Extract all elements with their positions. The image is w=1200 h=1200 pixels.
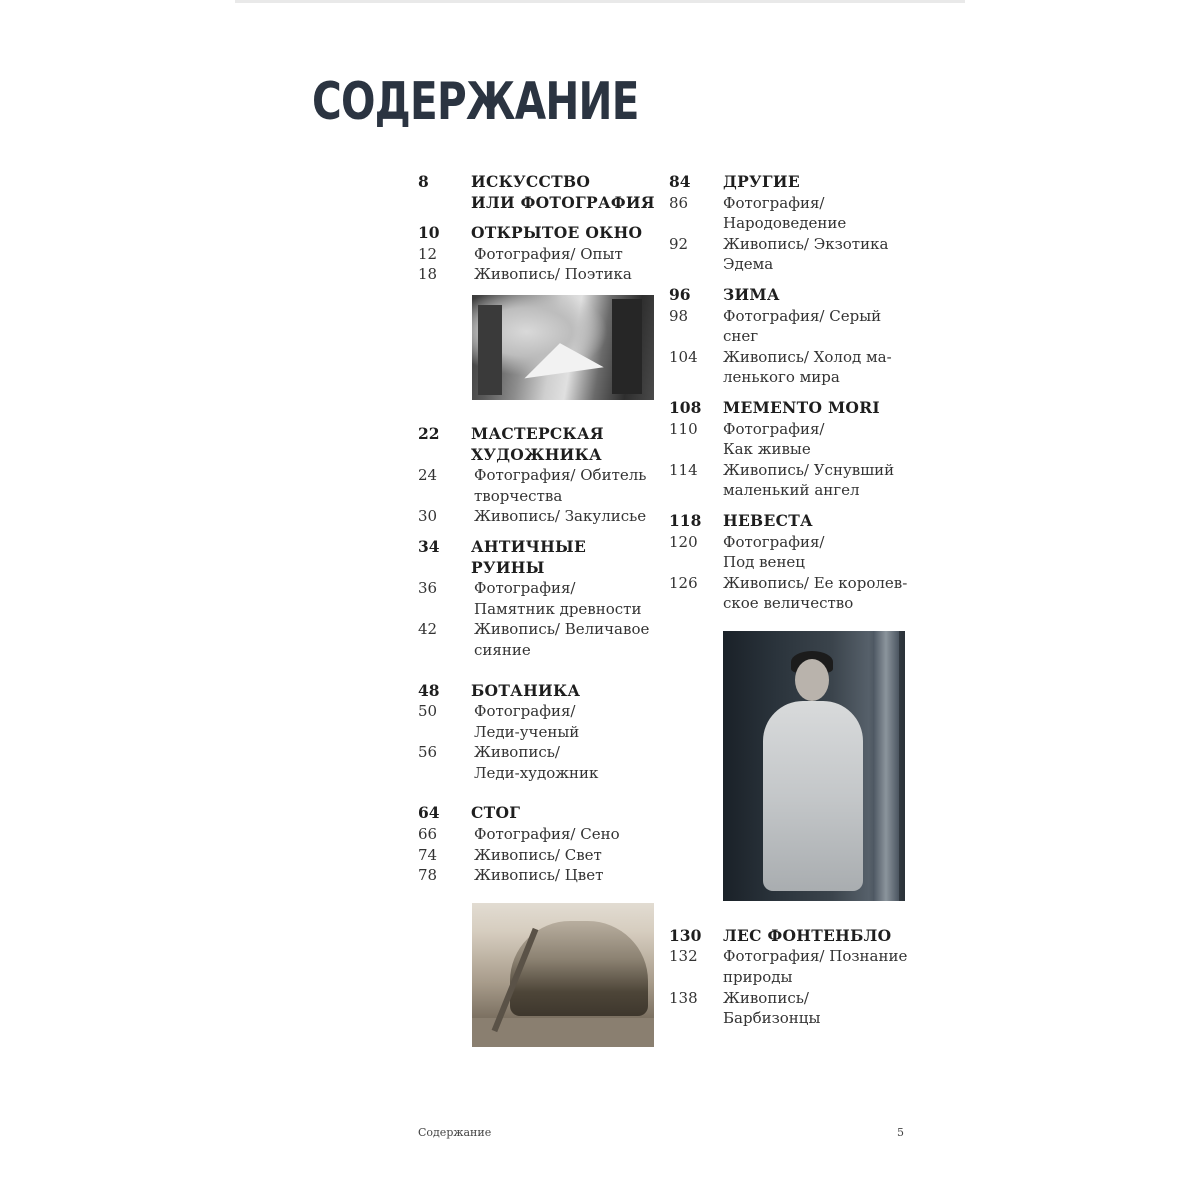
section-title: ЗИМА xyxy=(723,284,780,304)
top-rule xyxy=(235,0,965,3)
entry-title: Фотография/ Сено xyxy=(474,825,620,844)
section-page-number: 96 xyxy=(669,284,691,304)
entry-title: Фотография/ Как живые xyxy=(723,419,825,459)
entry-title: Фотография/ Обитель творчества xyxy=(474,466,647,505)
section-title: MEMENTO MORI xyxy=(723,397,880,417)
entry-page-number: 114 xyxy=(669,460,698,479)
section-page-number: 22 xyxy=(418,423,440,443)
section-page-number: 8 xyxy=(418,172,429,191)
section-heading[interactable] xyxy=(418,681,658,702)
entry-title: Фотография/ Леди-ученый xyxy=(474,702,580,741)
entry-page-number: 92 xyxy=(669,234,689,253)
toc-right-column xyxy=(669,172,909,1039)
entry-page-number: 132 xyxy=(669,947,698,966)
section-title: ЛЕС ФОНТЕНБЛО xyxy=(723,925,892,945)
haystack-photo xyxy=(472,903,654,1047)
entry-page-number: 24 xyxy=(418,466,438,485)
entry-page-number: 104 xyxy=(669,347,698,366)
section-heading[interactable] xyxy=(669,172,909,193)
entry-page-number: 18 xyxy=(418,265,438,284)
window-photo xyxy=(472,295,654,400)
section-heading[interactable] xyxy=(669,511,909,532)
section-page-number: 84 xyxy=(669,172,691,191)
toc-entry[interactable] xyxy=(669,988,909,1029)
entry-page-number: 98 xyxy=(669,306,689,325)
toc-section xyxy=(669,172,909,275)
toc-entry[interactable] xyxy=(418,865,658,886)
toc-entry[interactable] xyxy=(418,845,658,866)
section-title: СТОГ xyxy=(471,803,521,823)
toc-section xyxy=(669,511,909,614)
entry-page-number: 50 xyxy=(418,702,438,721)
entry-title: Фотография/ Памятник древности xyxy=(474,579,642,618)
toc-entry[interactable] xyxy=(669,573,909,614)
entry-title: Живопись/ Цвет xyxy=(474,866,604,885)
section-title: ДРУГИЕ xyxy=(723,172,800,191)
entry-title: Живопись/ Леди-художник xyxy=(474,743,599,782)
section-title: МАСТЕРСКАЯ ХУДОЖНИКА xyxy=(471,423,604,464)
toc-section xyxy=(669,398,909,501)
entry-title: Фотография/ Народоведение xyxy=(723,193,847,233)
toc-entry[interactable] xyxy=(418,244,658,265)
section-page-number: 34 xyxy=(418,536,440,556)
toc-entry[interactable] xyxy=(669,532,909,573)
entry-page-number: 66 xyxy=(418,825,438,844)
entry-title: Фотография/ Серый снег xyxy=(723,306,882,346)
entry-page-number: 12 xyxy=(418,244,438,263)
section-page-number: 118 xyxy=(669,510,702,530)
toc-entry[interactable] xyxy=(418,619,658,660)
toc-entry[interactable] xyxy=(418,506,658,527)
entry-page-number: 56 xyxy=(418,743,438,762)
toc-section xyxy=(418,223,658,285)
toc-entry[interactable] xyxy=(669,460,909,501)
section-heading[interactable] xyxy=(418,424,658,465)
entry-page-number: 74 xyxy=(418,845,438,864)
section-title: БОТАНИКА xyxy=(471,680,581,700)
toc-entry[interactable] xyxy=(418,465,658,506)
page-title: СОДЕРЖАНИЕ xyxy=(312,72,639,132)
section-title: АНТИЧНЫЕ РУИНЫ xyxy=(471,536,587,577)
section-page-number: 130 xyxy=(669,925,702,945)
entry-title: Живопись/ Величавое сияние xyxy=(474,620,650,659)
entry-title: Живопись/ Закулисье xyxy=(474,507,647,526)
toc-section xyxy=(418,424,658,527)
entry-title: Живопись/ Уснувший маленький ангел xyxy=(723,460,895,500)
section-page-number: 10 xyxy=(418,223,440,243)
section-title: НЕВЕСТА xyxy=(723,510,813,530)
running-footer: Содержание xyxy=(418,1126,492,1139)
bride-photo xyxy=(723,631,905,901)
section-page-number: 108 xyxy=(669,397,702,417)
entry-page-number: 36 xyxy=(418,579,438,598)
section-heading[interactable] xyxy=(418,223,658,244)
toc-section xyxy=(418,681,658,784)
entry-page-number: 120 xyxy=(669,532,698,551)
entry-page-number: 42 xyxy=(418,620,438,639)
entry-title: Живопись/ Поэтика xyxy=(474,265,632,284)
toc-entry[interactable] xyxy=(669,419,909,460)
section-heading[interactable] xyxy=(418,172,658,213)
entry-page-number: 78 xyxy=(418,866,438,885)
entry-title: Фотография/ Под венец xyxy=(723,532,825,572)
toc-entry[interactable] xyxy=(669,347,909,388)
entry-page-number: 30 xyxy=(418,507,438,526)
toc-left-column xyxy=(418,172,658,1047)
entry-title: Живопись/ Свет xyxy=(474,845,602,864)
toc-section xyxy=(418,172,658,213)
entry-page-number: 138 xyxy=(669,988,698,1007)
entry-title: Фотография/ Опыт xyxy=(474,244,623,263)
toc-section xyxy=(669,926,909,1029)
toc-entry[interactable] xyxy=(418,701,658,742)
entry-title: Живопись/ Ее королев- ское величество xyxy=(723,573,908,613)
section-heading[interactable] xyxy=(669,398,909,419)
toc-section xyxy=(418,537,658,661)
page-number: 5 xyxy=(897,1126,904,1139)
toc-entry[interactable] xyxy=(418,578,658,619)
section-heading[interactable] xyxy=(669,926,909,947)
section-heading[interactable] xyxy=(418,803,658,824)
entry-page-number: 86 xyxy=(669,193,689,212)
entry-title: Фотография/ Познание природы xyxy=(723,947,908,987)
section-heading[interactable] xyxy=(669,285,909,306)
toc-entry[interactable] xyxy=(418,264,658,285)
toc-entry[interactable] xyxy=(669,946,909,987)
toc-section xyxy=(418,803,658,885)
section-page-number: 64 xyxy=(418,803,440,823)
toc-entry[interactable] xyxy=(669,234,909,275)
entry-title: Живопись/ Экзотика Эдема xyxy=(723,234,889,274)
toc-entry[interactable] xyxy=(669,193,909,234)
entry-page-number: 126 xyxy=(669,573,698,592)
toc-entry[interactable] xyxy=(669,306,909,347)
section-page-number: 48 xyxy=(418,680,440,700)
section-title: ОТКРЫТОЕ ОКНО xyxy=(471,223,643,243)
entry-title: Живопись/ Холод ма- ленького мира xyxy=(723,347,892,387)
toc-entry[interactable] xyxy=(418,742,658,783)
section-title: ИСКУССТВО ИЛИ ФОТОГРАФИЯ xyxy=(471,172,655,212)
section-heading[interactable] xyxy=(418,537,658,578)
entry-title: Живопись/ Барбизонцы xyxy=(723,988,821,1028)
entry-page-number: 110 xyxy=(669,419,698,438)
toc-entry[interactable] xyxy=(418,824,658,845)
toc-section xyxy=(669,285,909,388)
